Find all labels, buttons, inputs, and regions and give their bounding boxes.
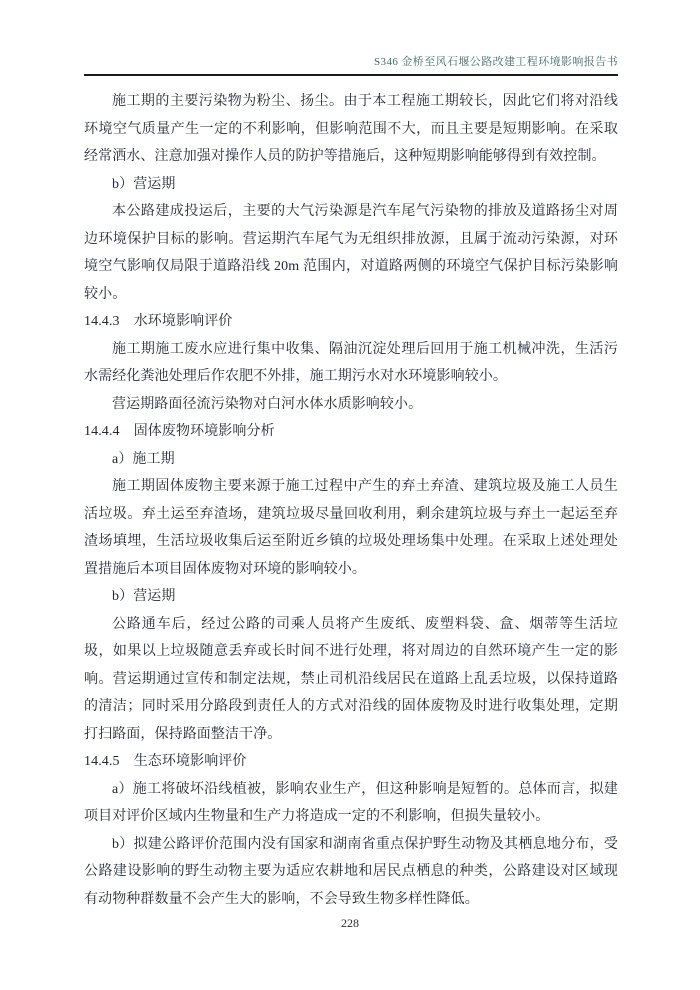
- paragraph-operation-runoff: 营运期路面径流污染物对白河水体水质影响较小。: [112, 396, 423, 412]
- paragraph-construction-wastewater: 施工期施工废水应进行集中收集、隔油沉淀处理后回用于施工机械冲洗，生活污水需经化粪池处理后作农肥不外排，施工期污水对水环境影响较小。: [84, 341, 618, 384]
- label-operation-period-air: b）营运期: [112, 176, 176, 192]
- paragraph-eco-wildlife: b）拟建公路评价范围内没有国家和湖南省重点保护野生动物及其栖息地分布，受公路建设影响的野生动物主要为适应农耕地和居民点栖息的种类，公路建设对区域现有动物种群数量不会产生大的影响，不会导致生物多样性降低。: [84, 836, 618, 907]
- paragraph-operation-solid-waste: 公路通车后，经过公路的司乘人员将产生废纸、废塑料袋、盒、烟蒂等生活垃圾，如果以上垃圾随意丢弃或长时间不进行处理，将对周边的自然环境产生一定的影响。营运期通过宣传和制定法规，禁止司机沿线居民在道路上乱丢垃圾，以保持道路的清洁；同时采用分路段到责任人的方式对沿线的固体废物及时进行收集处理，定期打扫路面，保持路面整洁干净。: [84, 616, 618, 742]
- paragraph-operation-air-impact: 本公路建成投运后，主要的大气污染源是汽车尾气污染物的排放及道路扬尘对周边环境保护目标的影响。营运期汽车尾气为无组织排放源，且属于流动污染源，对环境空气影响仅局限于道路沿线 20m 范围内，对道路两侧的环境空气保护目标污染影响较小。: [84, 204, 618, 302]
- page-number: 228: [341, 916, 359, 930]
- paragraph-construction-dust-impact: 施工期的主要污染物为粉尘、扬尘。由于本工程施工期较长，因此它们将对沿线环境空气质量产生一定的不利影响，但影响范围不大，而且主要是短期影响。在采取经常洒水、注意加强对操作人员的防护等措施后，这种短期影响能够得到有效控制。: [84, 94, 618, 164]
- label-construction-period-solid: a）施工期: [112, 451, 175, 467]
- header-title: S346 金桥至风石堰公路改建工程环境影响报告书: [374, 56, 618, 68]
- header-rule: [84, 52, 618, 76]
- page-header: [0, 0, 700, 76]
- paragraph-construction-solid-waste: 施工期固体废物主要来源于施工过程中产生的弃土弃渣、建筑垃圾及施工人员生活垃圾。弃土运至弃渣场，建筑垃圾尽量回收利用，剩余建筑垃圾与弃土一起运至弃渣场填埋，生活垃圾收集后运至附近乡镇的垃圾处理场集中处理。在采取上述处理处置措施后本项目固体废物对环境的影响较小。: [84, 479, 618, 577]
- label-operation-period-solid: b）营运期: [112, 589, 176, 604]
- page-footer: [0, 914, 700, 932]
- heading-14-4-5-ecological: 14.4.5 生态环境影响评价: [84, 754, 247, 769]
- paragraph-eco-vegetation: a）施工将破坏沿线植被，影响农业生产，但这种影响是短暂的。总体而言，拟建项目对评价区域内生物量和生产力将造成一定的不利影响，但损失量较小。: [84, 781, 618, 824]
- heading-14-4-3-water-environment: 14.4.3 水环境影响评价: [84, 314, 233, 329]
- heading-14-4-4-solid-waste: 14.4.4 固体废物环境影响分析: [84, 424, 275, 439]
- document-body: [0, 76, 700, 913]
